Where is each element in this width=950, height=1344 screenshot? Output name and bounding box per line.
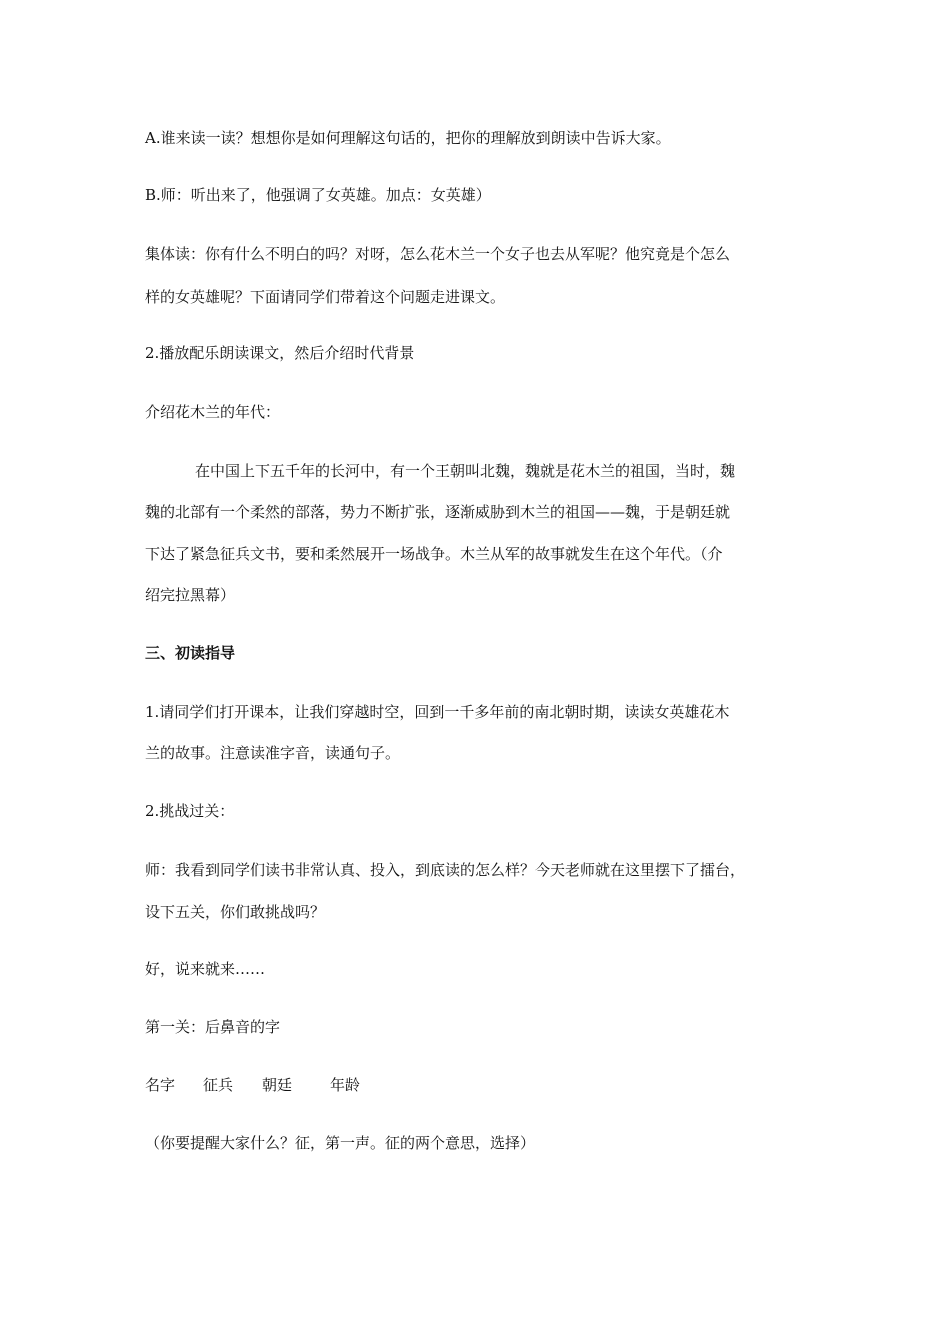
- paragraph-background-line-1: 在中国上下五千年的长河中，有一个王朝叫北魏，魏就是花木兰的祖国，当时，魏: [195, 462, 736, 480]
- paragraph-teacher-challenge-line-2: 设下五关，你们敢挑战吗？: [145, 903, 326, 921]
- paragraph-background-line-4: 绍完拉黑幕）: [145, 586, 236, 604]
- paragraph-group-reading-line-1: 集体读：你有什么不明白的吗？对呀，怎么花木兰一个女子也去从军呢？他究竟是个怎么: [145, 245, 731, 263]
- paragraph-reminder: （你要提醒大家什么？征，第一声。征的两个意思，选择）: [145, 1134, 536, 1152]
- paragraph-teacher-challenge-line-1: 师：我看到同学们读书非常认真、投入，到底读的怎么样？今天老师就在这里摆下了擂台，: [145, 861, 746, 879]
- paragraph-play-reading: 2.播放配乐朗读课文，然后介绍时代背景: [145, 344, 415, 362]
- paragraph-intro-era: 介绍花木兰的年代：: [145, 403, 281, 421]
- paragraph-background-line-3: 下达了紧急征兵文书，要和柔然展开一场战争。木兰从军的故事就发生在这个年代。（介: [145, 545, 723, 563]
- paragraph-open-book-line-2: 兰的故事。注意读准字音，读通句子。: [145, 744, 401, 762]
- paragraph-lets-go: 好，说来就来……: [145, 960, 266, 978]
- paragraph-open-book-line-1: 1.请同学们打开课本，让我们穿越时空，回到一千多年前的南北朝时期，读读女英雄花木: [145, 703, 730, 721]
- paragraph-level-one: 第一关：后鼻音的字: [145, 1018, 281, 1036]
- paragraph-group-reading-line-2: 样的女英雄呢？下面请同学们带着这个问题走进课文。: [145, 288, 506, 306]
- section-heading-first-reading: 三、初读指导: [145, 644, 236, 662]
- paragraph-teacher-remark: B.师：听出来了，他强调了女英雄。加点：女英雄）: [145, 186, 491, 204]
- word-item: 年龄: [330, 1076, 361, 1094]
- word-item: 朝廷: [262, 1076, 293, 1094]
- paragraph-challenge: 2.挑战过关：: [145, 802, 235, 820]
- paragraph-background-line-2: 魏的北部有一个柔然的部落，势力不断扩张，逐渐威胁到木兰的祖国——魏，于是朝廷就: [145, 503, 731, 521]
- paragraph-reading-prompt: A.谁来读一读？想想你是如何理解这句话的，把你的理解放到朗读中告诉大家。: [145, 129, 671, 147]
- word-item: 名字: [145, 1076, 176, 1094]
- word-item: 征兵: [203, 1076, 234, 1094]
